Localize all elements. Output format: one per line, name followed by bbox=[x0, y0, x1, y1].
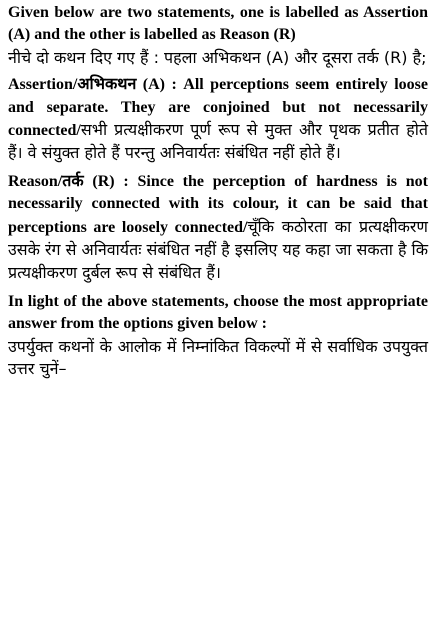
reason-english: Since the perception of hardness is not necessarily connected with its colour, it can be said that perceptions are loosely connected/ bbox=[8, 172, 428, 236]
assertion-block bbox=[8, 74, 428, 166]
reason-hindi: चूँकि कठोरता का प्रत्यक्षीकरण उसके रंग से अनिवार्यतः संबंधित नहीं है इसलिए यह कहा जा सकता है कि प्रत्यक्षीकरण दुर्बल रूप से संबंधित हैं। bbox=[8, 216, 428, 283]
instruction-hindi: उपर्युक्त कथनों के आलोक में निम्नांकित विकल्पों में से सर्वाधिक उपयुक्त उत्तर चुनें– bbox=[8, 336, 428, 379]
assertion-label: Assertion/अभिकथन (A) : bbox=[8, 76, 177, 94]
intro-english: Given below are two statements, one is labelled as Assertion (A) and the other is labelled as Reason (R) bbox=[8, 4, 428, 44]
instruction-english: In light of the above statements, choose the most appropriate answer from the options given below : bbox=[8, 292, 428, 333]
assertion-hindi: सभी प्रत्यक्षीकरण पूर्ण रूप से मुक्त और पृथक प्रतीत होते हैं। वे संयुक्त होते हैं परन्तु अनिवार्यतः संबंधित नहीं होते हैं। bbox=[8, 120, 428, 163]
intro-hindi: नीचे दो कथन दिए गए हैं : पहला अभिकथन (A) और दूसरा तर्क (R) है; bbox=[8, 47, 427, 67]
reason-label: Reason/तर्क (R) : bbox=[8, 172, 129, 190]
assertion-english: All perceptions seem entirely loose and separate. They are conjoined but not necessarily connected/ bbox=[8, 76, 429, 140]
reason-block bbox=[8, 171, 428, 286]
